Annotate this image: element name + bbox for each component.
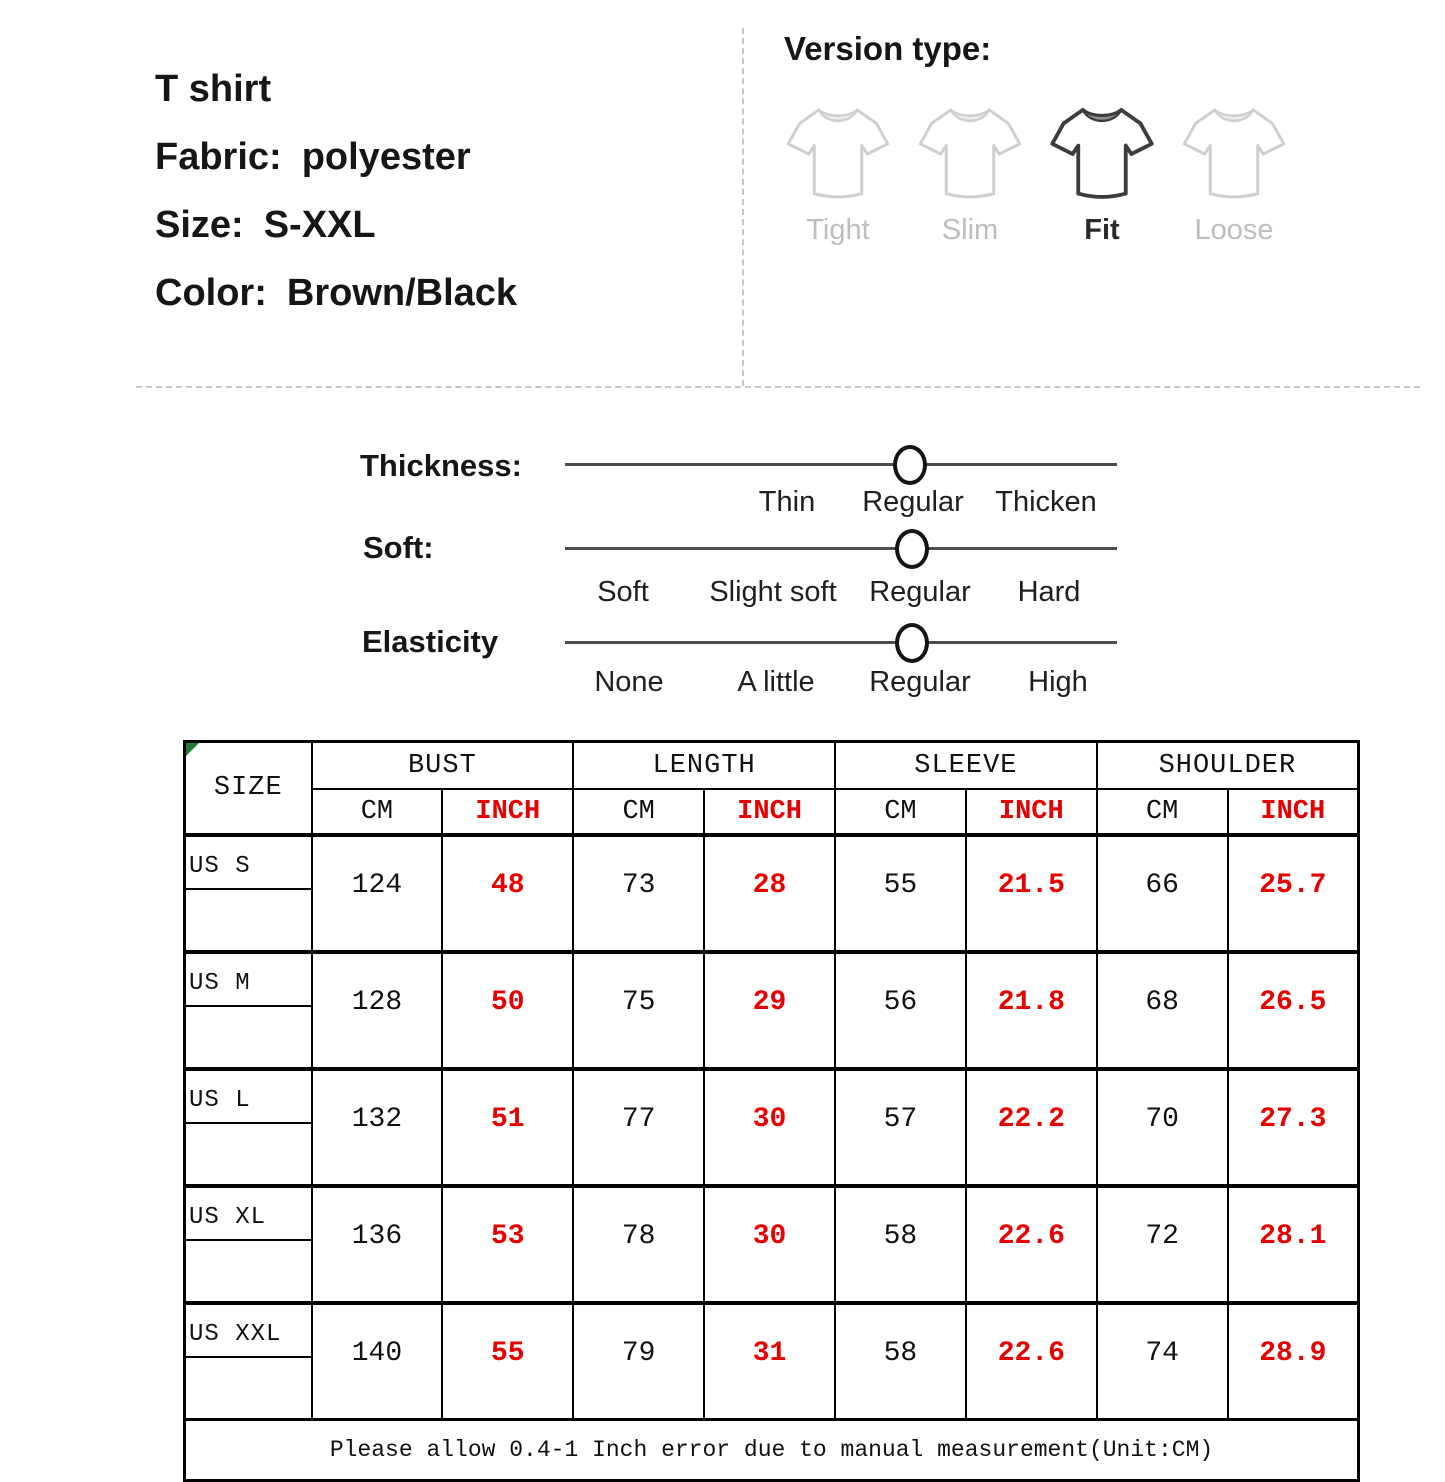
table-row-us-l bbox=[185, 1069, 1359, 1186]
sleeve-inch-cell: 22.6 bbox=[966, 1303, 1097, 1420]
length-cm-cell: 75 bbox=[573, 952, 704, 1069]
bust-cm-cell: 124 bbox=[312, 835, 443, 952]
tshirt-icon bbox=[1045, 102, 1159, 206]
bust-cm-cell: 136 bbox=[312, 1186, 443, 1303]
version-type-options bbox=[772, 102, 1300, 247]
elasticity-level-none: None bbox=[594, 666, 664, 698]
product-info bbox=[155, 68, 517, 315]
vertical-dashed-divider bbox=[742, 28, 744, 386]
size-chart-table bbox=[183, 740, 1360, 1482]
column-header-bust: BUST bbox=[312, 742, 574, 790]
soft-level-slight-soft: Slight soft bbox=[709, 576, 837, 608]
unit-header-inch: INCH bbox=[442, 789, 573, 835]
sleeve-inch-cell: 22.2 bbox=[966, 1069, 1097, 1186]
length-cm-cell: 77 bbox=[573, 1069, 704, 1186]
sleeve-inch-cell: 22.6 bbox=[966, 1186, 1097, 1303]
version-option-label: Loose bbox=[1194, 214, 1274, 246]
bust-inch-cell: 50 bbox=[442, 952, 573, 1069]
version-option-tight[interactable] bbox=[772, 102, 904, 247]
thickness-level-thin: Thin bbox=[758, 486, 816, 518]
fabric-label: Fabric: bbox=[155, 136, 282, 178]
bust-inch-cell: 55 bbox=[442, 1303, 573, 1420]
size-label: Size: bbox=[155, 204, 244, 246]
bust-inch-cell: 48 bbox=[442, 835, 573, 952]
shoulder-inch-cell: 28.9 bbox=[1228, 1303, 1359, 1420]
table-row-us-s bbox=[185, 835, 1359, 952]
fabric-row bbox=[155, 136, 517, 179]
tshirt-icon bbox=[781, 102, 895, 206]
table-group-header-row bbox=[185, 742, 1359, 790]
elasticity-level-regular: Regular bbox=[869, 666, 971, 698]
soft-slider-handle[interactable] bbox=[895, 529, 929, 569]
table-note-row bbox=[185, 1420, 1359, 1481]
bust-cm-cell: 128 bbox=[312, 952, 443, 1069]
bust-inch-cell: 53 bbox=[442, 1186, 573, 1303]
unit-header-cm: CM bbox=[312, 789, 443, 835]
unit-header-inch: INCH bbox=[966, 789, 1097, 835]
sleeve-cm-cell: 55 bbox=[835, 835, 966, 952]
version-option-label: Fit bbox=[1084, 214, 1120, 246]
elasticity-slider-track bbox=[565, 641, 1117, 644]
unit-header-inch: INCH bbox=[1228, 789, 1359, 835]
table-unit-header-row bbox=[185, 789, 1359, 835]
column-header-shoulder: SHOULDER bbox=[1097, 742, 1359, 790]
fabric-value: polyester bbox=[301, 136, 471, 178]
size-name-cell: US L bbox=[185, 1069, 312, 1186]
sleeve-cm-cell: 58 bbox=[835, 1303, 966, 1420]
size-name-cell: US XL bbox=[185, 1186, 312, 1303]
product-title: T shirt bbox=[155, 68, 272, 110]
size-row bbox=[155, 204, 517, 247]
thickness-slider-handle[interactable] bbox=[893, 445, 927, 485]
soft-level-hard: Hard bbox=[1017, 576, 1081, 608]
thickness-level-thicken: Thicken bbox=[995, 486, 1097, 518]
column-header-length: LENGTH bbox=[573, 742, 835, 790]
size-value: S-XXL bbox=[263, 204, 376, 246]
thickness-level-regular: Regular bbox=[862, 486, 964, 518]
sleeve-cm-cell: 57 bbox=[835, 1069, 966, 1186]
unit-header-cm: CM bbox=[835, 789, 966, 835]
thickness-slider-track bbox=[565, 463, 1117, 466]
shoulder-cm-cell: 68 bbox=[1097, 952, 1228, 1069]
measurement-note: Please allow 0.4-1 Inch error due to manual measurement(Unit:CM) bbox=[185, 1420, 1359, 1481]
thickness-label: Thickness: bbox=[360, 448, 522, 483]
length-cm-cell: 73 bbox=[573, 835, 704, 952]
shoulder-cm-cell: 74 bbox=[1097, 1303, 1228, 1420]
soft-label: Soft: bbox=[363, 530, 434, 565]
tshirt-icon bbox=[1177, 102, 1291, 206]
size-name-cell: US XXL bbox=[185, 1303, 312, 1420]
version-option-loose[interactable] bbox=[1168, 102, 1300, 247]
excel-corner-marker-icon bbox=[186, 743, 199, 756]
sleeve-cm-cell: 56 bbox=[835, 952, 966, 1069]
unit-header-cm: CM bbox=[1097, 789, 1228, 835]
version-type-heading: Version type: bbox=[784, 30, 992, 67]
horizontal-dashed-divider bbox=[136, 386, 1420, 388]
shoulder-cm-cell: 72 bbox=[1097, 1186, 1228, 1303]
length-inch-cell: 30 bbox=[704, 1069, 835, 1186]
version-option-label: Tight bbox=[806, 214, 870, 246]
elasticity-label: Elasticity bbox=[362, 624, 499, 659]
shoulder-cm-cell: 70 bbox=[1097, 1069, 1228, 1186]
elasticity-level-high: High bbox=[1028, 666, 1088, 698]
column-header-sleeve: SLEEVE bbox=[835, 742, 1097, 790]
shoulder-inch-cell: 28.1 bbox=[1228, 1186, 1359, 1303]
sleeve-inch-cell: 21.5 bbox=[966, 835, 1097, 952]
shoulder-inch-cell: 27.3 bbox=[1228, 1069, 1359, 1186]
table-row-us-xxl bbox=[185, 1303, 1359, 1420]
elasticity-slider-handle[interactable] bbox=[895, 623, 929, 663]
version-option-label: Slim bbox=[941, 214, 999, 246]
color-value: Brown/Black bbox=[286, 272, 518, 314]
length-inch-cell: 28 bbox=[704, 835, 835, 952]
length-cm-cell: 78 bbox=[573, 1186, 704, 1303]
elasticity-level-a-little: A little bbox=[737, 666, 815, 698]
tshirt-icon bbox=[913, 102, 1027, 206]
shoulder-inch-cell: 25.7 bbox=[1228, 835, 1359, 952]
length-inch-cell: 30 bbox=[704, 1186, 835, 1303]
unit-header-cm: CM bbox=[573, 789, 704, 835]
sleeve-cm-cell: 58 bbox=[835, 1186, 966, 1303]
table-row-us-xl bbox=[185, 1186, 1359, 1303]
color-label: Color: bbox=[155, 272, 267, 314]
sleeve-inch-cell: 21.8 bbox=[966, 952, 1097, 1069]
bust-cm-cell: 132 bbox=[312, 1069, 443, 1186]
shoulder-inch-cell: 26.5 bbox=[1228, 952, 1359, 1069]
color-row bbox=[155, 272, 517, 315]
soft-slider-track bbox=[565, 547, 1117, 550]
length-cm-cell: 79 bbox=[573, 1303, 704, 1420]
version-option-slim[interactable] bbox=[904, 102, 1036, 247]
length-inch-cell: 31 bbox=[704, 1303, 835, 1420]
size-name-cell: US M bbox=[185, 952, 312, 1069]
soft-level-regular: Regular bbox=[869, 576, 971, 608]
length-inch-cell: 29 bbox=[704, 952, 835, 1069]
version-option-fit[interactable] bbox=[1036, 102, 1168, 247]
size-name-cell: US S bbox=[185, 835, 312, 952]
bust-cm-cell: 140 bbox=[312, 1303, 443, 1420]
unit-header-inch: INCH bbox=[704, 789, 835, 835]
table-row-us-m bbox=[185, 952, 1359, 1069]
soft-level-soft: Soft bbox=[597, 576, 649, 608]
bust-inch-cell: 51 bbox=[442, 1069, 573, 1186]
size-column-header: SIZE bbox=[185, 742, 312, 836]
shoulder-cm-cell: 66 bbox=[1097, 835, 1228, 952]
